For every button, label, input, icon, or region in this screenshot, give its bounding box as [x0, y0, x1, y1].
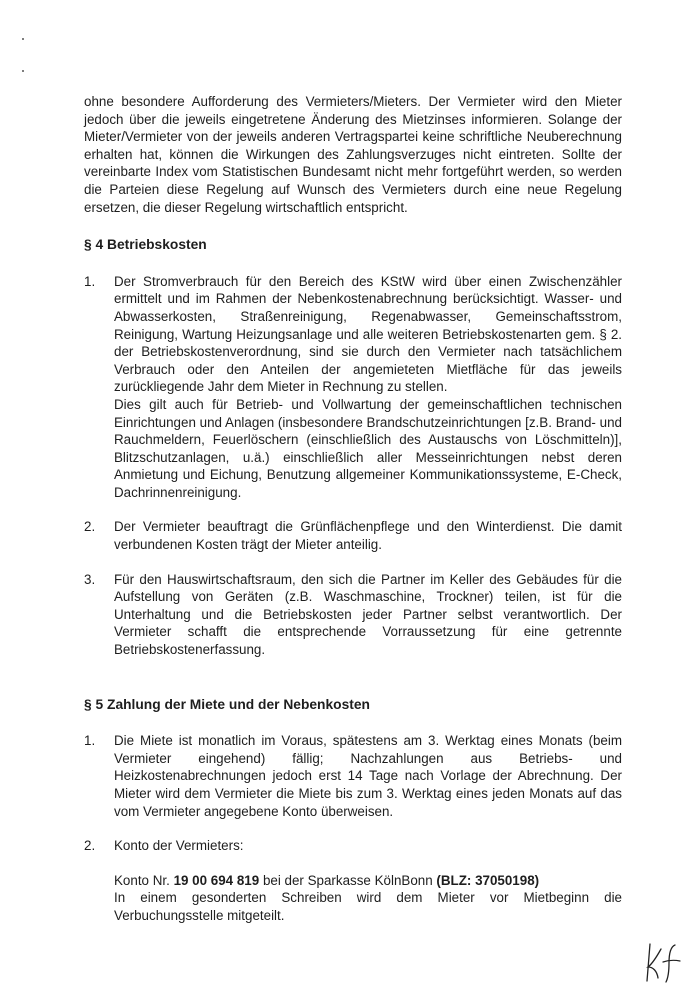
section-5-item-1 [84, 732, 622, 820]
booking-note: In einem gesonderten Schreiben wird dem Mieter vor Mietbeginn die Verbuchungsstelle mitgeteilt. [114, 890, 622, 923]
bank-code: (BLZ: 37050198) [436, 872, 540, 888]
section-4-item-1 [84, 273, 622, 502]
item-paragraph: Die Miete ist monatlich im Voraus, spätestens am 3. Werktag eines Monats (beim Vermieter eingehend) fällig; Nachzahlungen aus Betriebs- und Heizkostenabrechnungen jedoch erst 14 Tage nach Vorlage der Abrechnung. Der Mieter wird dem Vermieter die Miete bis zum 3. Werktag eines jeden Monats auf das vom Vermieter angegebene Konto überweisen. [114, 733, 622, 819]
handwritten-initials-signature [642, 940, 686, 984]
bank-name: bei der Sparkasse KölnBonn [262, 872, 433, 888]
item-number: 2. [84, 519, 96, 535]
item-paragraph: Dies gilt auch für Betrieb- und Vollwartung der gemeinschaftlichen technischen Einrichtungen und Anlagen (insbesondere Brandschutzeinrichtungen [z.B. Brand- und Rauchmeldern, Feuerlöschern (einschließlich des Austauschs von Löschmitteln)], Blitzschutzanlagen, u.ä.) einschließlich aller Messeinrichtungen nebst deren Anmietung und Eichung, Benutzung allgemeiner Kommunikationssysteme, E-Check, Dachrinnenreinigung. [114, 396, 622, 500]
section-5-heading: § 5 Zahlung der Miete und der Nebenkosten [84, 696, 370, 712]
bank-account-line [114, 872, 622, 890]
section-4-item-2 [84, 518, 622, 553]
section-5-item-2 [84, 837, 622, 924]
item-number: 1. [84, 733, 96, 749]
document-page [84, 93, 622, 925]
bank-account-label: Konto der Vermieters: [114, 838, 244, 854]
item-number: 2. [84, 838, 96, 854]
scan-speck [22, 38, 24, 40]
item-paragraph: Der Vermieter beauftragt die Grünflächenpflege und den Winterdienst. Die damit verbundenen Kosten trägt der Mieter anteilig. [114, 519, 622, 553]
item-paragraph: Der Stromverbrauch für den Bereich des KStW wird über einen Zwischenzähler ermittelt und im Rahmen der Nebenkostenabrechnung berücksichtigt. Wasser- und Abwasserkosten, Straßenreinigung, Regenabwasser, Gemeinschaftsstrom, Reinigung, Wartung Heizungsanlage und alle weiteren Betriebskostenarten gem. § 2. der Betriebskostenverordnung, sind sie durch den Vermieter nach tatsächlichem Verbrauch oder den Anteilen der angemieteten Mietfläche für das jeweils zurückliegende Jahr dem Mieter in Rechnung zu stellen. [114, 273, 622, 395]
scan-speck [22, 70, 24, 72]
item-number: 1. [84, 273, 96, 289]
account-number: 19 00 694 819 [173, 872, 260, 888]
item-number: 3. [84, 571, 96, 587]
section-4-item-3 [84, 571, 622, 659]
intro-paragraph: ohne besondere Aufforderung des Vermieters/Mieters. Der Vermieter wird den Mieter jedoch über die jeweils eingetretene Änderung des Mietzinses informieren. Solange der Mieter/Vermieter von der jeweils anderen Vertragspartei keine schriftliche Neuberechnung erhalten hat, können die Wirkungen des Zahlungsverzuges nicht eintreten. Sollte der vereinbarte Index vom Statistischen Bundesamt nicht mehr fortgeführt werden, so werden die Parteien diese Regelung auf Wunsch des Vermieters durch eine neue Regelung ersetzen, die dieser Regelung wirtschaftlich entspricht. [84, 94, 622, 215]
account-prefix: Konto Nr. [114, 872, 170, 888]
item-paragraph: Für den Hauswirtschaftsraum, den sich die Partner im Keller des Gebäudes für die Aufstellung von Geräten (z.B. Waschmaschine, Trockner) teilen, ist für die Unterhaltung und die Betriebskosten jeder Partner selbst verantwortlich. Der Vermieter schafft die entsprechende Vorraussetzung für eine getrennte Betriebskostenerfassung. [114, 571, 622, 658]
section-4-heading: § 4 Betriebskosten [84, 237, 207, 253]
